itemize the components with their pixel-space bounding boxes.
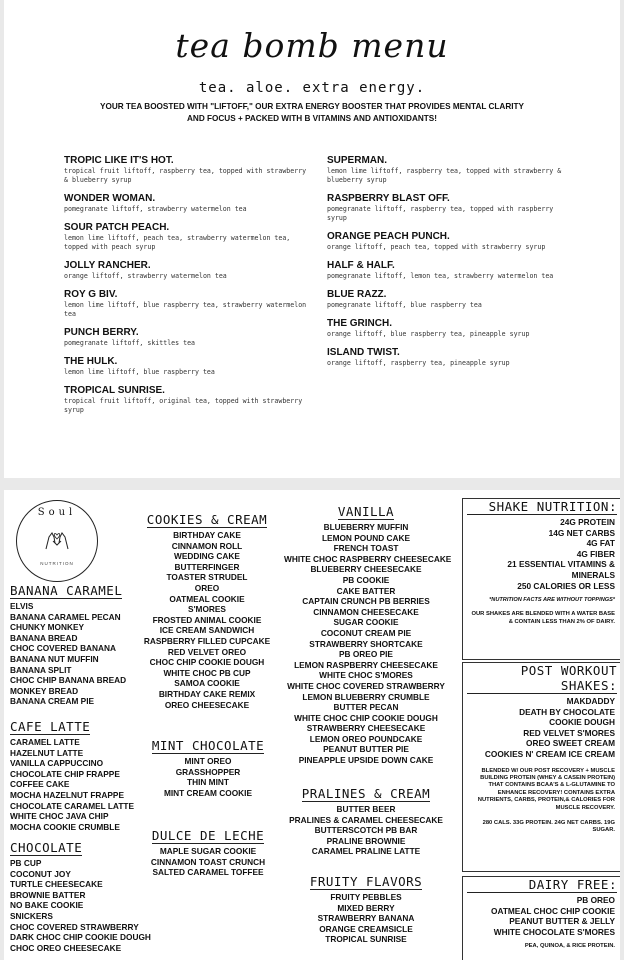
nutrition-item: 24G PROTEIN xyxy=(560,517,615,527)
post-workout-box xyxy=(462,662,620,872)
menu-item: SAMOA COOKIE xyxy=(174,678,240,689)
menu-item: CINNAMON ROLL xyxy=(171,540,243,551)
cafe-latte-section xyxy=(10,718,134,832)
pralines-cream-section xyxy=(284,786,448,857)
tea-desc: pomegranate liftoff, skittles tea xyxy=(64,339,196,347)
menu-item: MOCHA HAZELNUT FRAPPE xyxy=(10,789,125,800)
hands-icon xyxy=(44,529,70,551)
menu-item: CHOC COVERED BANANA xyxy=(10,643,117,654)
banana-caramel-section xyxy=(10,582,126,707)
logo-subtitle: NUTRITION xyxy=(40,561,74,566)
chocolate-section xyxy=(10,839,151,953)
menu-item: WHITE CHOC COVERED STRAWBERRY xyxy=(287,680,445,691)
menu-item: S'MORES xyxy=(188,604,226,615)
menu-item: BUTTER BEER xyxy=(336,804,396,814)
tea-name: ROY G BIV. xyxy=(64,289,118,300)
menu-item: COCONUT JOY xyxy=(10,868,71,879)
tea-item xyxy=(327,347,577,368)
menu-item: LEMON POUND CAKE xyxy=(321,532,411,543)
tea-desc: pomegranate liftoff, strawberry watermelon tea xyxy=(64,205,247,213)
tea-desc: lemon lime liftoff, raspberry tea, topped with strawberry & blueberry syrup xyxy=(327,167,562,184)
post-workout-item: RED VELVET S'MORES xyxy=(523,727,615,738)
tea-item xyxy=(327,193,577,223)
menu-item: WHITE CHOC RASPBERRY CHEESECAKE xyxy=(284,553,452,564)
tea-column-left xyxy=(64,155,314,423)
menu-item: MIXED BERRY xyxy=(337,902,395,913)
mint-chocolate-section xyxy=(134,738,282,798)
menu-item: STRAWBERRY CHEESECAKE xyxy=(306,723,426,734)
menu-item: PB COOKIE xyxy=(342,574,390,585)
menu-item: BANANA NUT MUFFIN xyxy=(10,653,99,664)
tea-name: HALF & HALF. xyxy=(327,260,395,271)
menu-item: STRAWBERRY BANANA xyxy=(317,913,415,924)
tea-name: ORANGE PEACH PUNCH. xyxy=(327,231,450,242)
nutrition-note: *NUTRITION FACTS ARE WITHOUT TOPPINGS* xyxy=(489,597,615,604)
tea-item xyxy=(64,222,314,252)
menu-item: ORANGE CREAMSICLE xyxy=(319,923,413,934)
menu-item: FRUITY PEBBLES xyxy=(330,892,402,902)
menu-item: CINNAMON CHEESECAKE xyxy=(313,606,419,617)
menu-item: PB OREO PIE xyxy=(339,649,393,660)
menu-item: RASPBERRY FILLED CUPCAKE xyxy=(143,635,271,646)
menu-item: BANANA BREAD xyxy=(10,632,78,643)
menu-item: NO BAKE COOKIE xyxy=(10,900,84,911)
menu-item: STRAWBERRY SHORTCAKE xyxy=(309,638,423,649)
menu-item: THIN MINT xyxy=(187,777,229,788)
fruity-flavors-section xyxy=(284,874,448,945)
nutrition-item: 4G FAT xyxy=(586,538,615,549)
section-heading: DAIRY FREE: xyxy=(467,877,617,893)
tea-bomb-card xyxy=(4,0,620,478)
tea-desc: pomegranate liftoff, lemon tea, strawberry watermelon tea xyxy=(327,272,554,280)
menu-item: MINT OREO xyxy=(184,756,232,766)
menu-item: LEMON BLUEBERRY CRUMBLE xyxy=(302,691,430,702)
menu-item: MAPLE SUGAR COOKIE xyxy=(159,846,257,856)
section-heading: SHAKES: xyxy=(467,678,617,694)
menu-item: CAPTAIN CRUNCH PB BERRIES xyxy=(302,596,430,607)
tea-item xyxy=(64,356,314,377)
menu-item: ELVIS xyxy=(10,601,34,611)
tea-desc: pomegranate liftoff, blue raspberry tea xyxy=(327,301,482,309)
menu-item: BIRTHDAY CAKE REMIX xyxy=(158,688,256,699)
tea-item xyxy=(64,260,314,281)
dairy-free-box xyxy=(462,876,620,960)
dairy-free-note: PEA, QUINOA, & RICE PROTEIN. xyxy=(524,943,615,950)
menu-item: OREO CHEESECAKE xyxy=(164,699,250,710)
menu-item: BANANA CARAMEL PECAN xyxy=(10,611,121,622)
tea-item xyxy=(64,289,314,319)
tea-name: SUPERMAN. xyxy=(327,155,388,166)
tea-name: RASPBERRY BLAST OFF. xyxy=(327,193,450,204)
menu-item: RED VELVET OREO xyxy=(167,646,247,657)
menu-item: TOASTER STRUDEL xyxy=(166,572,248,583)
logo-wordmark: Soul xyxy=(37,507,77,518)
menu-item: SALTED CARAMEL TOFFEE xyxy=(152,867,264,878)
menu-item: OREO xyxy=(194,582,220,593)
soul-nutrition-logo xyxy=(16,500,98,582)
menu-item: PRALINE BROWNIE xyxy=(326,835,406,846)
menu-item: CHOC OREO CHEESECAKE xyxy=(10,942,122,953)
menu-item: CAKE BATTER xyxy=(336,585,396,596)
tea-item xyxy=(327,289,577,310)
menu-item: SUGAR COOKIE xyxy=(333,617,399,628)
post-workout-note: BLENDED W/ OUR POST RECOVERY + MUSCLE BUILDING PROTEIN (WHEY & CASEIN PROTEIN) THAT CONTAINS BCAA'S & L-GLUTAMINE TO ENHANCE RECOVERY! CONTAINS EXTRA NUTRIENTS, CARBS, PROTEIN,& CALORIES FOR MUSCLE RECOVERY. xyxy=(477,767,615,811)
nutrition-item: 4G FIBER xyxy=(576,548,615,559)
nutrition-item: 21 ESSENTIAL VITAMINS & xyxy=(507,559,615,570)
menu-item: WEDDING CAKE xyxy=(174,551,240,562)
post-workout-item: OREO SWEET CREAM xyxy=(526,738,615,749)
menu-item: TROPICAL SUNRISE xyxy=(325,934,407,945)
menu-item: CHOCOLATE CHIP FRAPPE xyxy=(10,768,120,779)
tea-desc: lemon lime liftoff, blue raspberry tea xyxy=(64,368,215,376)
menu-item: TURTLE CHEESECAKE xyxy=(10,879,103,890)
menu-item: WHITE CHOC CHIP COOKIE DOUGH xyxy=(294,712,438,723)
menu-item: OATMEAL COOKIE xyxy=(169,593,245,604)
nutrition-note: OUR SHAKES ARE BLENDED WITH A WATER BASE & CONTAIN LESS THAN 2% OF DAIRY. xyxy=(471,611,615,625)
menu-item: CHOC COVERED STRAWBERRY xyxy=(10,921,139,932)
tea-name: WONDER WOMAN. xyxy=(64,193,156,204)
menu-tagline: tea. aloe. extra energy. xyxy=(198,80,426,96)
menu-item: LEMON OREO POUNDCAKE xyxy=(309,733,423,744)
dairy-free-item: WHITE CHOCOLATE S'MORES xyxy=(493,926,615,937)
post-workout-item: COOKIES N' CREAM ICE CREAM xyxy=(484,748,615,759)
menu-item: CHOC CHIP COOKIE DOUGH xyxy=(149,657,265,668)
tea-item xyxy=(64,155,314,185)
dairy-free-item: PB OREO xyxy=(576,895,615,905)
tea-desc: pomegranate liftoff, raspberry tea, topped with raspberry syrup xyxy=(327,205,554,222)
nutrition-item: MINERALS xyxy=(571,569,615,580)
section-heading: SHAKE NUTRITION: xyxy=(467,499,617,515)
menu-item: CHUNKY MONKEY xyxy=(10,622,85,633)
tea-name: ISLAND TWIST. xyxy=(327,347,400,358)
menu-item: GRASSHOPPER xyxy=(175,766,241,777)
section-heading: PRALINES & CREAM xyxy=(301,786,431,801)
tea-desc: lemon lime liftoff, peach tea, strawberry watermelon tea, topped with peach syrup xyxy=(64,234,291,251)
tea-name: JOLLY RANCHER. xyxy=(64,260,151,271)
post-workout-item: MAKDADDY xyxy=(566,696,615,706)
section-heading: MINT CHOCOLATE xyxy=(151,738,265,753)
menu-item: COFFEE CAKE xyxy=(10,779,70,790)
menu-item: WHITE CHOC PB CUP xyxy=(163,667,251,678)
tea-desc: orange liftoff, peach tea, topped with strawberry syrup xyxy=(327,243,546,251)
tea-name: PUNCH BERRY. xyxy=(64,327,139,338)
menu-item: BLUEBERRY MUFFIN xyxy=(323,522,409,532)
menu-item: PB CUP xyxy=(10,858,42,868)
menu-item: FRENCH TOAST xyxy=(333,543,399,554)
tea-desc: tropical fruit liftoff, raspberry tea, topped with strawberry & blueberry syrup xyxy=(64,167,307,184)
menu-item: COCONUT CREAM PIE xyxy=(320,627,412,638)
tea-name: SOUR PATCH PEACH. xyxy=(64,222,170,233)
menu-item: CARAMEL PRALINE LATTE xyxy=(311,846,421,857)
tea-name: BLUE RAZZ. xyxy=(327,289,387,300)
section-heading: CAFE LATTE xyxy=(10,719,91,734)
menu-item: HAZELNUT LATTE xyxy=(10,747,84,758)
nutrition-item: 250 CALORIES OR LESS xyxy=(517,580,615,591)
tea-desc: orange liftoff, strawberry watermelon tea xyxy=(64,272,227,280)
vanilla-section xyxy=(284,504,452,766)
menu-item: BUTTERSCOTCH PB BAR xyxy=(314,825,418,836)
tea-column-right xyxy=(327,155,577,376)
menu-item: PINEAPPLE UPSIDE DOWN CAKE xyxy=(298,755,434,766)
section-heading: FRUITY FLAVORS xyxy=(309,874,423,889)
menu-item: LEMON RASPBERRY CHEESECAKE xyxy=(294,659,438,670)
menu-item: BUTTERFINGER xyxy=(174,561,240,572)
menu-item: ICE CREAM SANDWICH xyxy=(159,625,255,636)
menu-intro: YOUR TEA BOOSTED WITH "LIFTOFF," OUR EXTRA ENERGY BOOSTER THAT PROVIDES MENTAL CLARITY AND FOCUS + PACKED WITH B VITAMINS AND ANTIOXIDANTS! xyxy=(100,102,524,123)
section-heading: CHOCOLATE xyxy=(10,840,83,855)
menu-item: MINT CREAM COOKIE xyxy=(163,787,253,798)
tea-name: THE GRINCH. xyxy=(327,318,392,329)
tea-item xyxy=(64,385,314,415)
post-workout-item: DEATH BY CHOCOLATE xyxy=(519,706,615,717)
tea-desc: orange liftoff, raspberry tea, pineapple syrup xyxy=(327,359,510,367)
tea-name: TROPICAL SUNRISE. xyxy=(64,385,165,396)
tea-item xyxy=(327,318,577,339)
page-gap xyxy=(0,478,624,490)
menu-item: WHITE CHOC JAVA CHIP xyxy=(10,811,109,822)
menu-item: BANANA SPLIT xyxy=(10,664,72,675)
menu-item: BROWNIE BATTER xyxy=(10,889,86,900)
menu-item: WHITE CHOC S'MORES xyxy=(319,670,413,681)
shake-menu-card xyxy=(4,490,620,960)
tea-desc: lemon lime liftoff, blue raspberry tea, strawberry watermelon tea xyxy=(64,301,307,318)
menu-item: MONKEY BREAD xyxy=(10,685,79,696)
menu-item: SNICKERS xyxy=(10,910,53,921)
post-workout-item: COOKIE DOUGH xyxy=(549,717,615,728)
menu-item: PRALINES & CARAMEL CHEESECAKE xyxy=(289,814,443,825)
tea-item xyxy=(327,260,577,281)
menu-item: FROSTED ANIMAL COOKIE xyxy=(152,614,262,625)
menu-title: tea bomb menu xyxy=(175,26,449,65)
menu-item: PEANUT BUTTER PIE xyxy=(323,744,409,755)
menu-item: MOCHA COOKIE CRUMBLE xyxy=(10,821,120,832)
tea-item xyxy=(64,327,314,348)
tea-desc: tropical fruit liftoff, original tea, topped with strawberry syrup xyxy=(64,397,303,414)
menu-item: DARK CHOC CHIP COOKIE DOUGH xyxy=(10,932,151,943)
cookies-cream-section xyxy=(126,512,288,710)
section-heading: DULCE DE LECHE xyxy=(151,828,265,843)
section-heading: VANILLA xyxy=(337,504,395,519)
menu-item: VANILLA CAPPUCCINO xyxy=(10,758,104,769)
section-heading: POST WORKOUT xyxy=(520,663,617,678)
dairy-free-item: OATMEAL CHOC CHIP COOKIE xyxy=(491,905,615,916)
menu-item: BIRTHDAY CAKE xyxy=(173,530,241,540)
post-workout-macros: 280 CALS. 33G PROTEIN. 24G NET CARBS. 19G SUGAR. xyxy=(482,820,615,834)
tea-name: THE HULK. xyxy=(64,356,118,367)
section-heading: BANANA CARAMEL xyxy=(10,583,123,598)
dairy-free-item: PEANUT BUTTER & JELLY xyxy=(509,916,615,927)
dulce-de-leche-section xyxy=(134,828,282,878)
menu-item: CHOC CHIP BANANA BREAD xyxy=(10,675,127,686)
tea-name: TROPIC LIKE IT'S HOT. xyxy=(64,155,174,166)
menu-item: BLUEBERRY CHEESECAKE xyxy=(310,564,422,575)
section-heading: COOKIES & CREAM xyxy=(146,512,268,527)
tea-item xyxy=(64,193,314,214)
shake-nutrition-box xyxy=(462,498,620,660)
tea-item xyxy=(327,231,577,252)
nutrition-item: 14G NET CARBS xyxy=(548,527,615,538)
menu-item: CINNAMON TOAST CRUNCH xyxy=(150,856,266,867)
tea-desc: orange liftoff, blue raspberry tea, pineapple syrup xyxy=(327,330,530,338)
menu-item: BUTTER PECAN xyxy=(333,702,399,713)
menu-item: CARAMEL LATTE xyxy=(10,737,80,747)
menu-item: CHOCOLATE CARAMEL LATTE xyxy=(10,800,134,811)
menu-item: BANANA CREAM PIE xyxy=(10,696,95,707)
tea-item xyxy=(327,155,577,185)
